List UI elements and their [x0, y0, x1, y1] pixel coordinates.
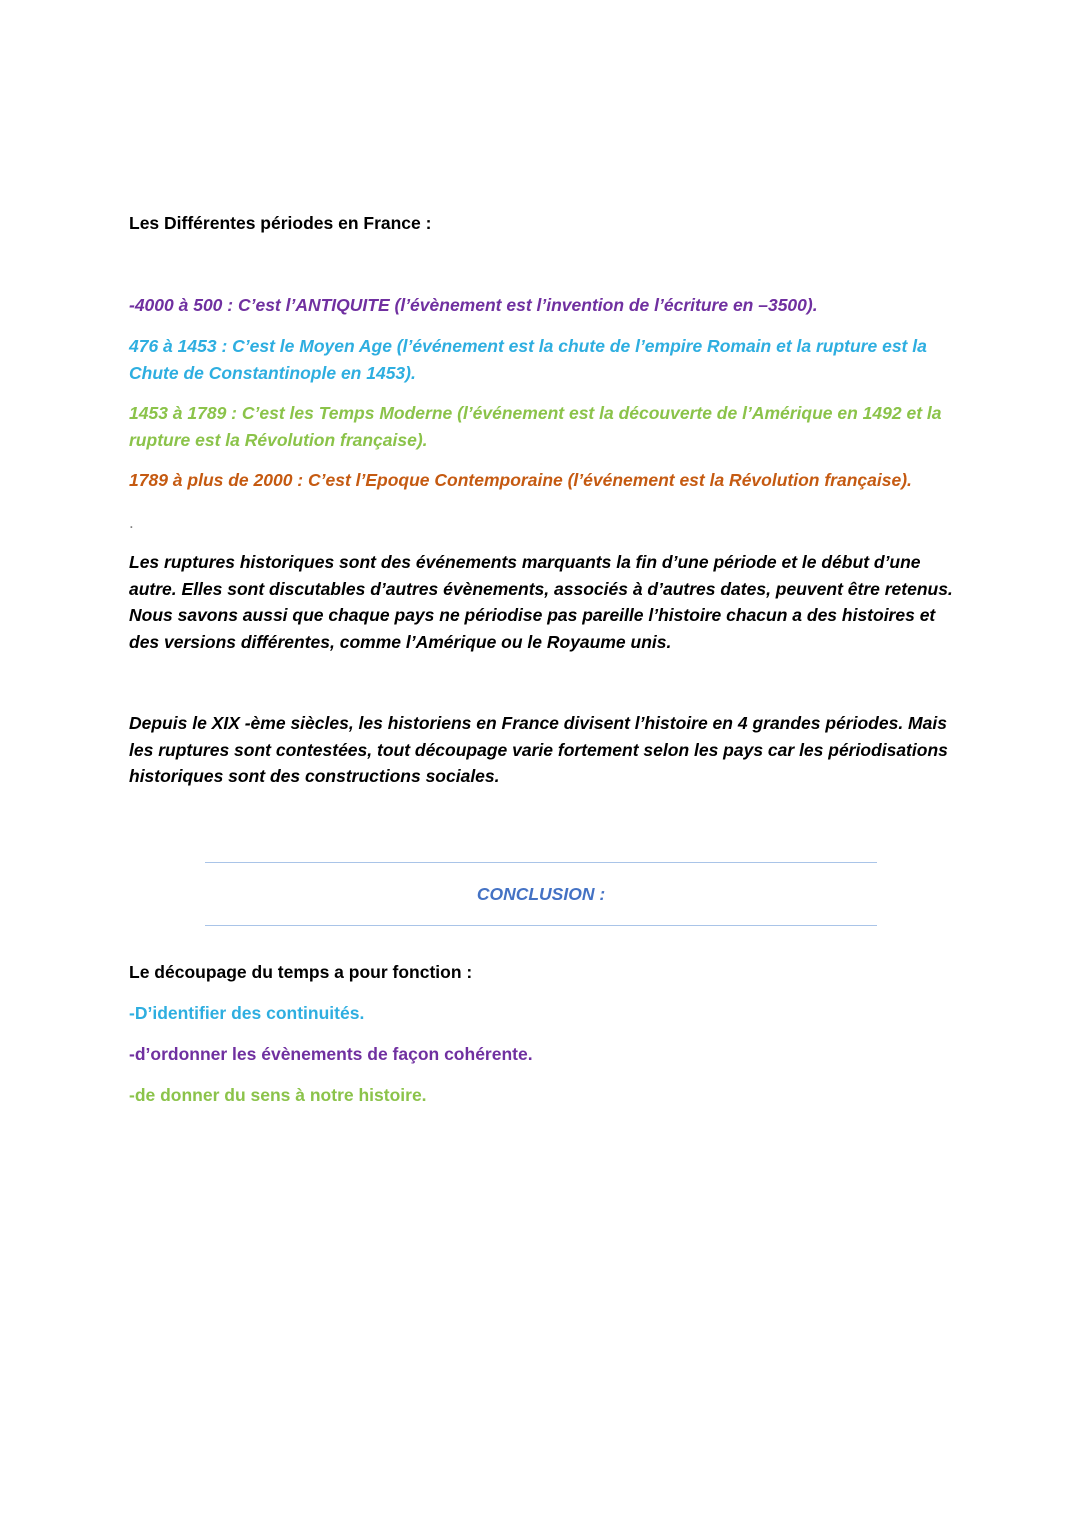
conclusion-rule-top: [205, 862, 877, 863]
period-temps-modernes: 1453 à 1789 : C’est les Temps Moderne (l’événement est la découverte de l’Amérique en 1492 et la rupture est la Révolution française).: [129, 403, 942, 450]
period-moyen-age: 476 à 1453 : C’est le Moyen Age (l’événement est la chute de l’empire Romain et la rupture est la Chute de Constantinople en 1453).: [129, 336, 927, 383]
stray-dot: .: [129, 513, 134, 532]
function-heading: Le découpage du temps a pour fonction :: [129, 962, 473, 982]
function-item-ordonner: -d’ordonner les évènements de façon cohérente.: [129, 1044, 533, 1064]
conclusion-label: CONCLUSION :: [476, 884, 606, 904]
paragraph-ruptures: Les ruptures historiques sont des événements marquants la fin d’une période et le début d’une autre. Elles sont discutables d’autres évènements, associés à d’autres dates, peuvent être retenus. Nous savons aussi que chaque pays ne périodise pas pareille l’histoire chacun a des histoires et des versions différentes, comme l’Amérique ou le Royaume unis.: [129, 552, 953, 652]
conclusion-rule-bottom: [205, 925, 877, 926]
function-item-continuites: -D’identifier des continuités.: [129, 1003, 365, 1023]
period-contemporaine: 1789 à plus de 2000 : C’est l’Epoque Contemporaine (l’événement est la Révolution française).: [129, 470, 912, 490]
section-heading-periods: Les Différentes périodes en France :: [129, 213, 432, 233]
paragraph-depuis: Depuis le XIX -ème siècles, les historiens en France divisent l’histoire en 4 grandes périodes. Mais les ruptures sont contestées, tout découpage varie fortement selon les pays car les périodisations historiques sont des constructions sociales.: [129, 713, 948, 786]
period-antiquite: -4000 à 500 : C’est l’ANTIQUITE (l’évènement est l’invention de l’écriture en –3500).: [129, 295, 818, 315]
function-item-sens: -de donner du sens à notre histoire.: [129, 1085, 427, 1105]
